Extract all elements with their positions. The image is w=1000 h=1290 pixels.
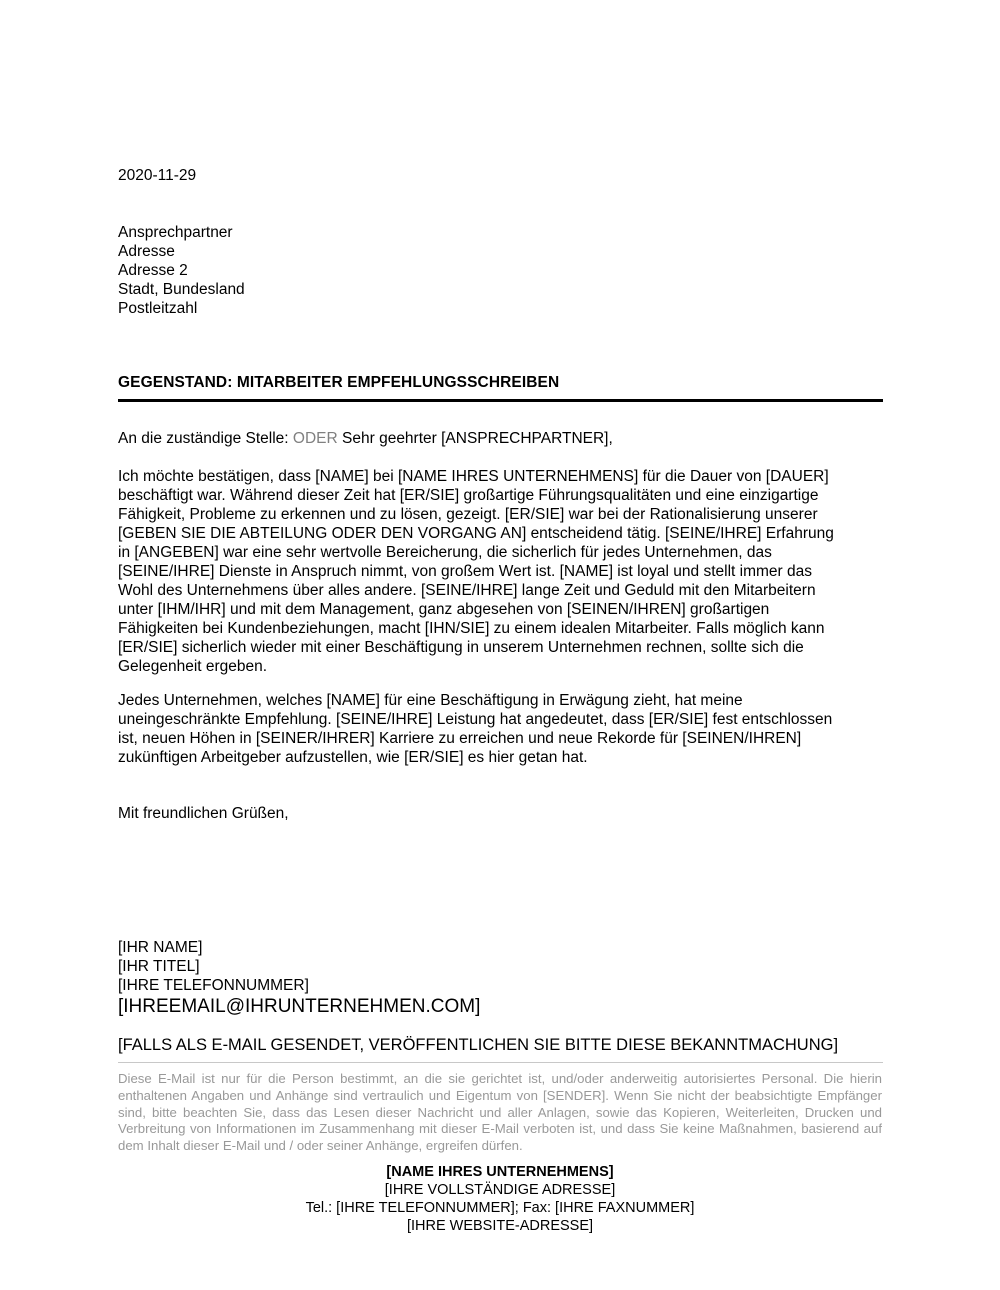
footer-contact: Tel.: [IHRE TELEFONNUMMER]; Fax: [IHRE FAXNUMMER] <box>305 1200 695 1216</box>
signature-phone: [IHRE TELEFONNUMMER] <box>118 977 309 994</box>
notice-divider <box>118 1062 883 1063</box>
paragraph-line: Jedes Unternehmen, welches [NAME] für eine Beschäftigung in Erwägung zieht, hat meine <box>118 692 743 709</box>
salutation-part1: An die zuständige Stelle: <box>118 430 293 447</box>
email-notice: [FALLS ALS E-MAIL GESENDET, VERÖFFENTLICHEN SIE BITTE DIESE BEKANNTMACHUNG] <box>118 1036 839 1054</box>
paragraph-line: ist, neuen Höhen in [SEINER/IHRER] Karriere zu erreichen und neue Rekorde für [SEINEN/IHREN] <box>118 730 802 747</box>
paragraph-line: [ER/SIE] sicherlich wieder mit einer Beschäftigung in unserem Unternehmen rechnen, sollte sich die <box>118 639 804 656</box>
recipient-line: Adresse <box>118 243 175 260</box>
signature-block <box>118 938 882 1018</box>
paragraph-line: Gelegenheit ergeben. <box>118 658 268 675</box>
paragraph-line: Fähigkeiten bei Kundenbeziehungen, macht [IHN/SIE] zu einem idealen Mitarbeiter. Falls möglich kann <box>118 620 825 637</box>
signature-title: [IHR TITEL] <box>118 958 200 975</box>
paragraph-line: uneingeschränkte Empfehlung. [SEINE/IHRE] Leistung hat angedeutet, dass [ER/SIE] fest entschlossen <box>118 711 833 728</box>
paragraph-line: beschäftigt war. Während dieser Zeit hat [ER/SIE] großartige Führungsqualitäten und eine einzigartige <box>118 487 819 504</box>
recipient-line: Adresse 2 <box>118 262 188 279</box>
paragraph-line: Fähigkeit, Probleme zu erkennen und zu lösen, gezeigt. [ER/SIE] war bei der Rationalisierung unserer <box>118 506 818 523</box>
body-paragraph-1 <box>118 467 882 676</box>
signature-name: [IHR NAME] <box>118 939 203 956</box>
footer-address: [IHRE VOLLSTÄNDIGE ADRESSE] <box>384 1182 616 1198</box>
paragraph-line: [GEBEN SIE DIE ABTEILUNG ODER DEN VORGANG AN] entscheidend tätig. [SEINE/IHRE] Erfahrung <box>118 525 834 542</box>
company-footer <box>0 1163 1000 1235</box>
letter-date: 2020-11-29 <box>118 167 197 184</box>
signature-email: [IHREEMAIL@IHRUNTERNEHMEN.COM] <box>118 996 481 1017</box>
recipient-address <box>118 223 882 318</box>
confidentiality-disclaimer: Diese E-Mail ist nur für die Person bestimmt, an die sie gerichtet ist, und/oder anderweitig autorisiertes Personal. Die hierin enthaltenen Angaben und Anhänge sind vertraulich und Eigentum von [SENDER]. Wenn Sie nicht der beabsichtigte Empfänger sind, bitte beachten Sie, dass das Lesen dieser Nachricht und aller Anlagen, sowie das Kopieren, Weiterleiten, Drucken und Verbreitung von Informationen im Zusammenhang mit dieser E-Mail verboten ist, und dass Sie keine Maßnahmen, basierend auf dem Inhalt dieser E-Mail und / oder seiner Anhänge, ergreifen dürfen. <box>118 1071 882 1154</box>
salutation-oder: ODER <box>292 430 338 447</box>
recipient-line: Postleitzahl <box>118 300 198 317</box>
footer-company: [NAME IHRES UNTERNEHMENS] <box>386 1164 614 1180</box>
paragraph-line: unter [IHM/IHR] und mit dem Management, ganz abgesehen von [SEINEN/IHREN] großartigen <box>118 601 770 618</box>
recipient-line: Stadt, Bundesland <box>118 281 245 298</box>
paragraph-line: Wohl des Unternehmens über alles andere. [SEINE/IHRE] lange Zeit und Geduld mit den Mitarbeitern <box>118 582 816 599</box>
recipient-line: Ansprechpartner <box>118 224 233 241</box>
paragraph-line: in [ANGEBEN] war eine sehr wertvolle Bereicherung, die sicherlich für jedes Unternehmen, das <box>118 544 772 561</box>
paragraph-line: zukünftigen Arbeitgeber aufzustellen, wie [ER/SIE] es hier getan hat. <box>118 749 588 766</box>
paragraph-line: Ich möchte bestätigen, dass [NAME] bei [NAME IHRES UNTERNEHMENS] für die Dauer von [DAUER] <box>118 468 829 485</box>
salutation-part2: Sehr geehrter [ANSPRECHPARTNER], <box>337 430 613 447</box>
body-paragraph-2 <box>118 691 882 767</box>
subject-line: GEGENSTAND: MITARBEITER EMPFEHLUNGSSCHREIBEN <box>118 374 560 391</box>
subject-divider <box>118 399 883 402</box>
salutation <box>118 429 882 448</box>
paragraph-line: [SEINE/IHRE] Dienste in Anspruch nimmt, von großem Wert ist. [NAME] ist loyal und stellt immer das <box>118 563 812 580</box>
closing: Mit freundlichen Grüßen, <box>118 805 289 822</box>
footer-website: [IHRE WEBSITE-ADRESSE] <box>406 1218 594 1234</box>
